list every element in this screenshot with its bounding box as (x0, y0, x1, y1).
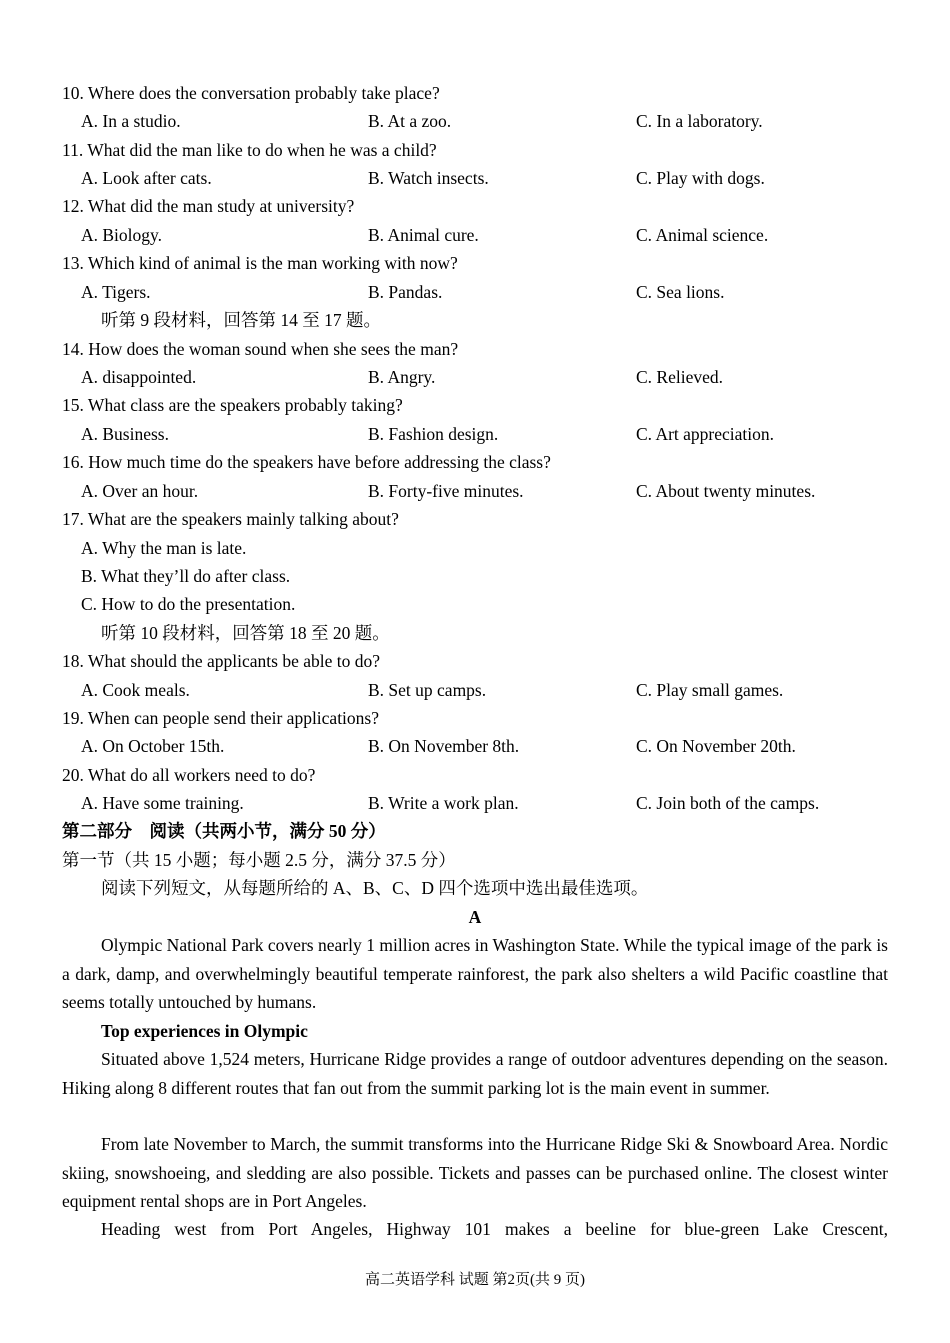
question-12: 12. What did the man study at university? (62, 196, 355, 216)
q19-option-c: C. On November 20th. (636, 736, 796, 756)
q20-option-b: B. Write a work plan. (368, 793, 519, 813)
q16-option-a: A. Over an hour. (81, 481, 199, 501)
q12-option-a: A. Biology. (81, 225, 163, 245)
material-9-instruction: 听第 9 段材料，回答第 14 至 17 题。 (101, 310, 381, 330)
q13-option-c: C. Sea lions. (636, 282, 725, 302)
q10-option-a: A. In a studio. (81, 111, 181, 131)
passage-paragraph-2: Situated above 1,524 meters, Hurricane Ridge provides a range of outdoor adventures depending on the season. Hiking along 8 different routes that fan out from the summit parking lot is the main event in summer. (62, 1049, 888, 1098)
q15-option-a: A. Business. (81, 424, 169, 444)
question-16: 16. How much time do the speakers have before addressing the class? (62, 452, 551, 472)
passage-paragraph-1: Olympic National Park covers nearly 1 million acres in Washington State. While the typical image of the park is a dark, damp, and overwhelmingly beautiful temperate rainforest, the park also shelters a wild Pacific coastline that seems totally untouched by humans. (62, 935, 888, 1012)
q17-option-a: A. Why the man is late. (81, 538, 247, 558)
passage-paragraph-4: Heading west from Port Angeles, Highway 101 makes a beeline for blue-green Lake Crescent, (101, 1219, 888, 1239)
q11-option-c: C. Play with dogs. (636, 168, 765, 188)
q10-option-c: C. In a laboratory. (636, 111, 763, 131)
q12-option-c: C. Animal science. (636, 225, 769, 245)
question-15: 15. What class are the speakers probably taking? (62, 395, 403, 415)
q17-option-b: B. What they’ll do after class. (81, 566, 291, 586)
q14-option-b: B. Angry. (368, 367, 436, 387)
q15-option-c: C. Art appreciation. (636, 424, 775, 444)
question-17: 17. What are the speakers mainly talking about? (62, 509, 399, 529)
question-19: 19. When can people send their applications? (62, 708, 379, 728)
question-10: 10. Where does the conversation probably take place? (62, 83, 440, 103)
q17-option-c: C. How to do the presentation. (81, 594, 296, 614)
part-2-title: 第二部分 阅读（共两小节，满分 50 分） (62, 821, 386, 841)
q18-option-a: A. Cook meals. (81, 680, 190, 700)
q18-option-b: B. Set up camps. (368, 680, 487, 700)
question-14: 14. How does the woman sound when she sees the man? (62, 339, 459, 359)
q20-option-c: C. Join both of the camps. (636, 793, 820, 813)
q14-option-c: C. Relieved. (636, 367, 723, 387)
q14-option-a: A. disappointed. (81, 367, 197, 387)
question-13: 13. Which kind of animal is the man working with now? (62, 253, 458, 273)
q15-option-b: B. Fashion design. (368, 424, 499, 444)
reading-directions: 阅读下列短文，从每题所给的 A、B、C、D 四个选项中选出最佳选项。 (101, 878, 649, 898)
q19-option-b: B. On November 8th. (368, 736, 520, 756)
question-11: 11. What did the man like to do when he was a child? (62, 140, 437, 160)
q19-option-a: A. On October 15th. (81, 736, 225, 756)
passage-letter: A (468, 907, 482, 927)
q10-option-b: B. At a zoo. (368, 111, 452, 131)
q11-option-b: B. Watch insects. (368, 168, 489, 188)
passage-heading: Top experiences in Olympic (101, 1021, 308, 1041)
material-10-instruction: 听第 10 段材料，回答第 18 至 20 题。 (101, 623, 390, 643)
q13-option-b: B. Pandas. (368, 282, 443, 302)
q20-option-a: A. Have some training. (81, 793, 244, 813)
question-18: 18. What should the applicants be able to do? (62, 651, 380, 671)
q18-option-c: C. Play small games. (636, 680, 784, 700)
q16-option-b: B. Forty-five minutes. (368, 481, 524, 501)
q13-option-a: A. Tigers. (81, 282, 151, 302)
q11-option-a: A. Look after cats. (81, 168, 212, 188)
page-footer: 高二英语学科 试题 第2页(共 9 页) (365, 1272, 585, 1288)
q12-option-b: B. Animal cure. (368, 225, 479, 245)
question-20: 20. What do all workers need to do? (62, 765, 316, 785)
section-1-title: 第一节（共 15 小题；每小题 2.5 分，满分 37.5 分） (62, 850, 456, 870)
passage-paragraph-3: From late November to March, the summit transforms into the Hurricane Ridge Ski & Snowboard Area. Nordic skiing, snowshoeing, and sledding are also possible. Tickets and passes can be purchased online. The closest winter equipment rental shops are in Port Angeles. (62, 1134, 888, 1211)
q16-option-c: C. About twenty minutes. (636, 481, 816, 501)
